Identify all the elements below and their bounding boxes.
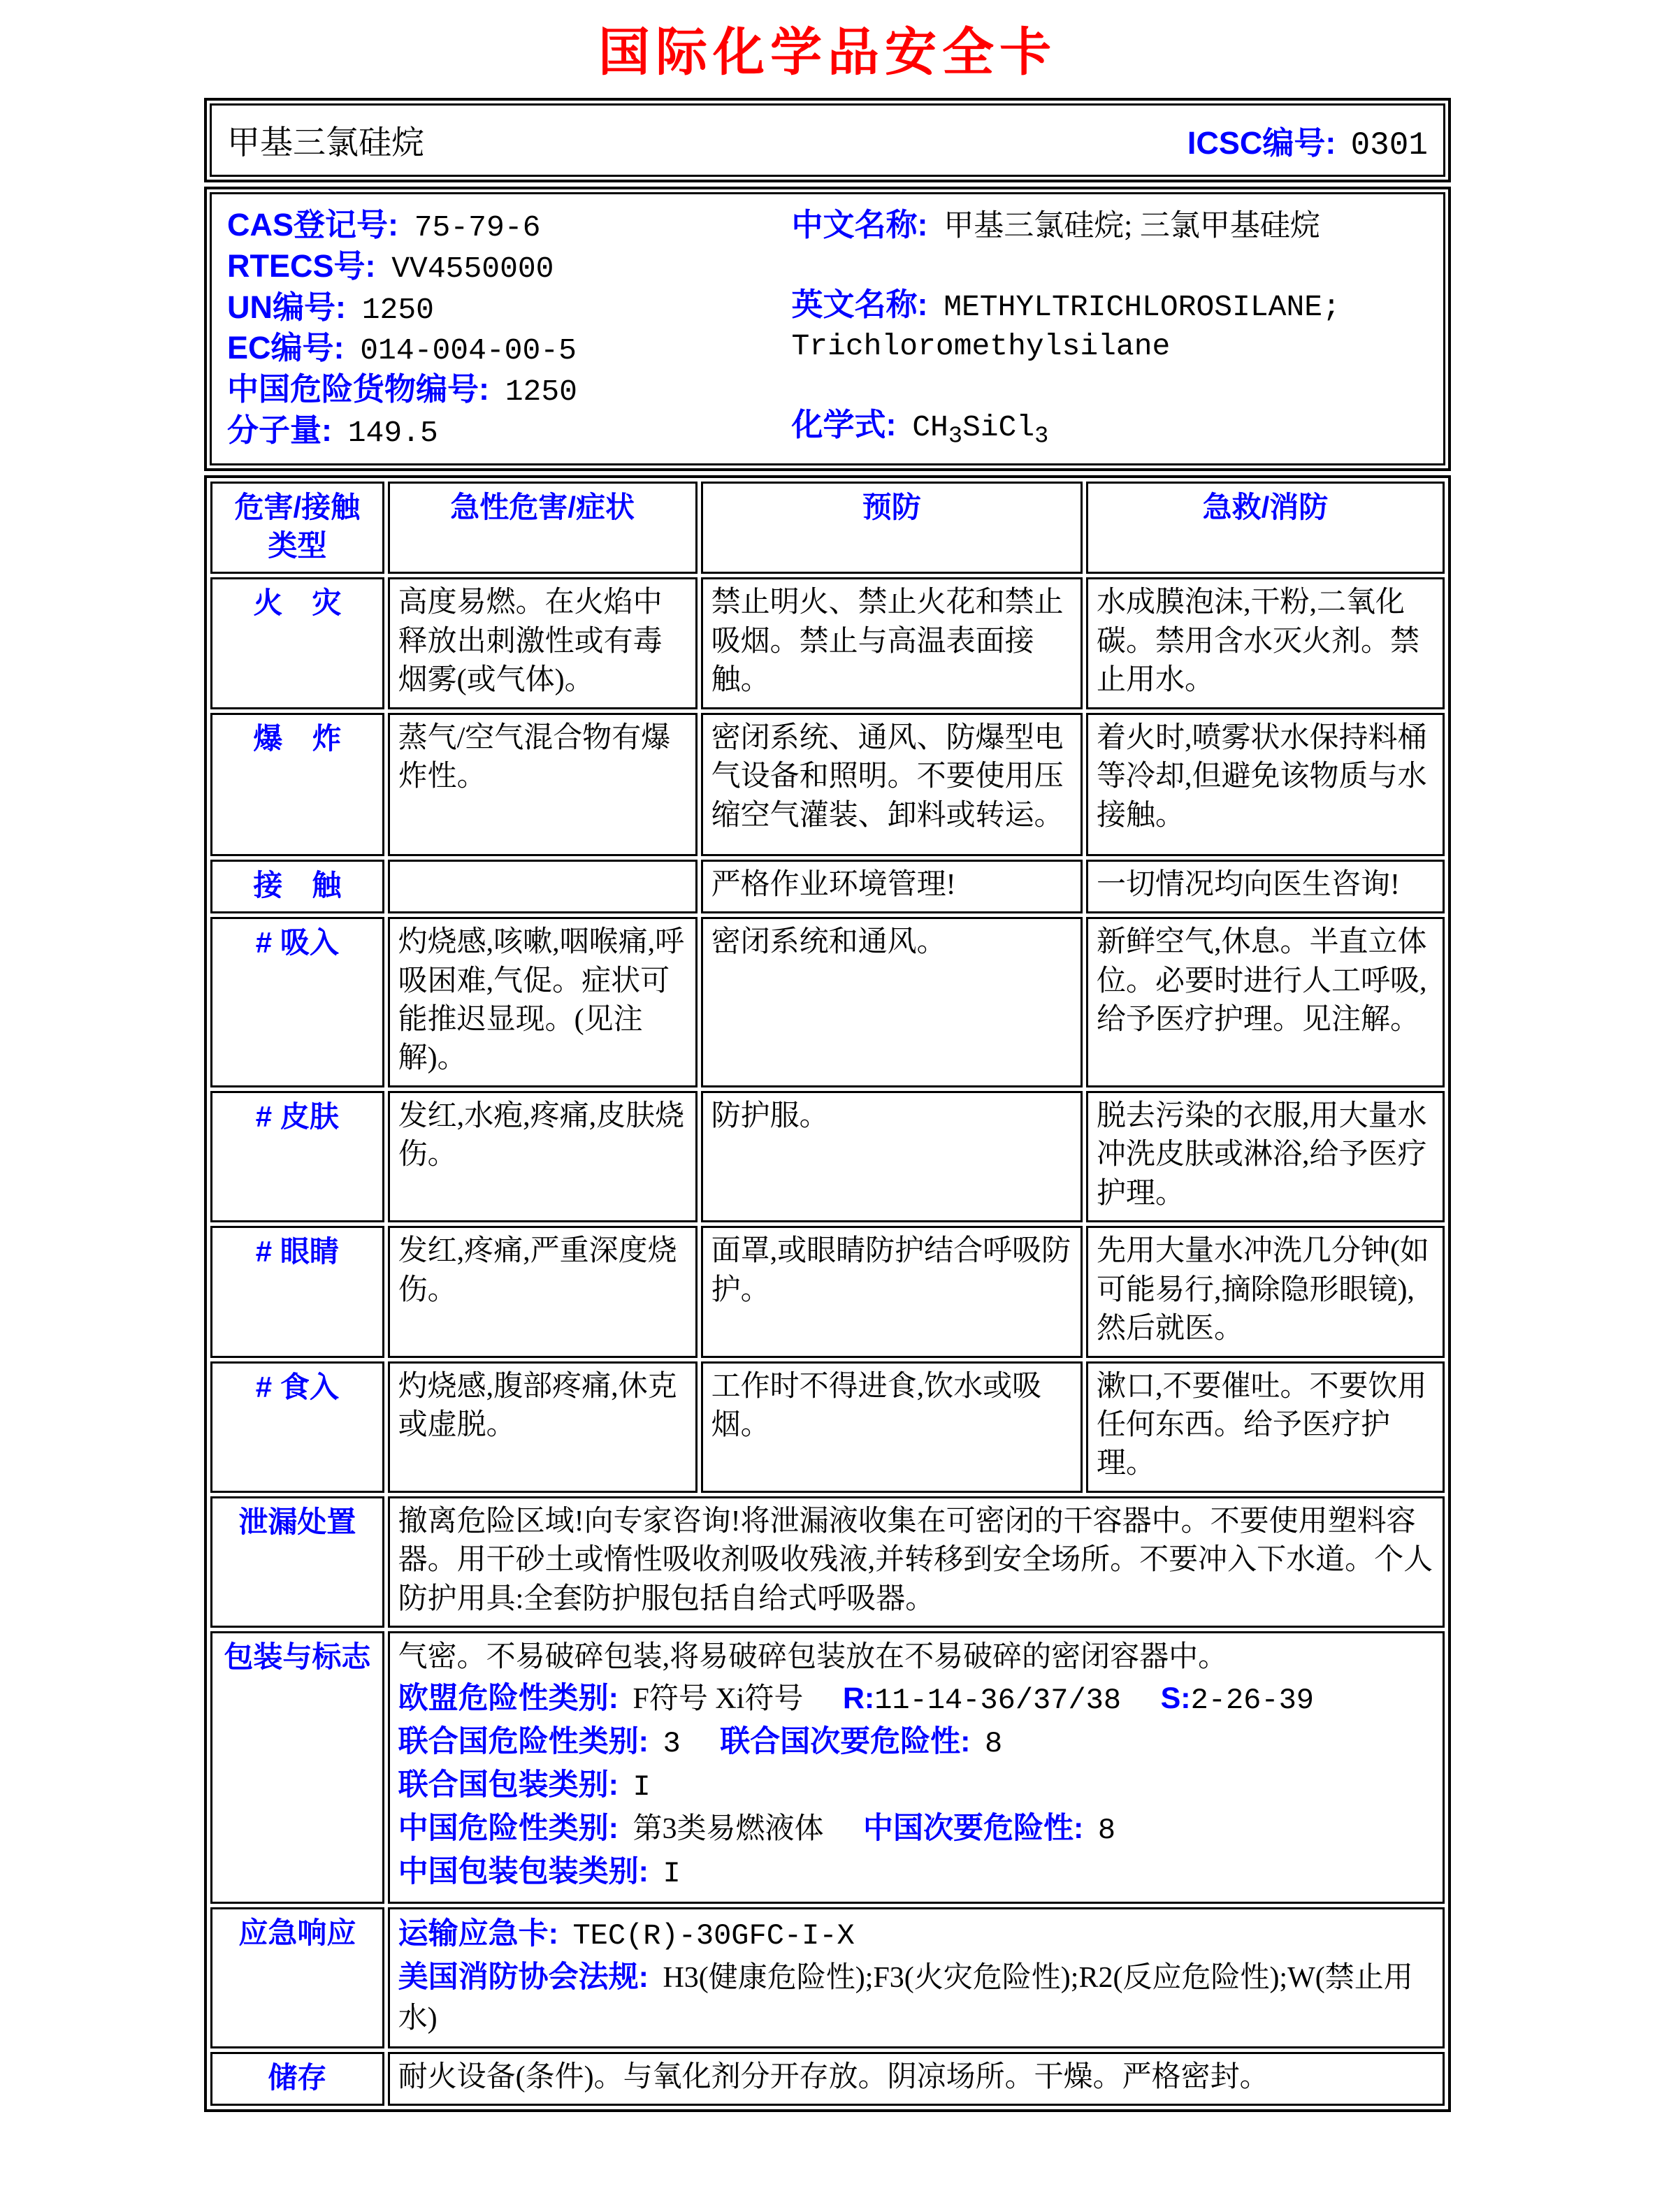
name-box xyxy=(204,98,1451,182)
s-phrases-label: S: xyxy=(1160,1682,1191,1716)
contact-symptoms xyxy=(388,860,698,913)
china-dg-number-line xyxy=(227,370,791,411)
explosion-symptoms: 蒸气/空气混合物有爆炸性。 xyxy=(388,713,698,856)
s-phrases-value: 2-26-39 xyxy=(1190,1684,1314,1718)
packaging-line-un-pack xyxy=(398,1765,1434,1808)
english-name-line xyxy=(791,285,1428,366)
skin-symptoms: 发红,水疱,疼痛,皮肤烧伤。 xyxy=(388,1091,698,1222)
row-eyes xyxy=(210,1226,1445,1357)
emergency-content xyxy=(388,1907,1445,2048)
inhalation-symptoms: 灼烧感,咳嗽,咽喉痛,呼吸困难,气促。症状可能推迟显现。(见注解)。 xyxy=(388,917,698,1087)
fire-type: 火 灾 xyxy=(210,577,384,709)
packaging-line-eu xyxy=(398,1678,1434,1721)
ingestion-response: 漱口,不要催吐。不要饮用任何东西。给予医疗护理。 xyxy=(1086,1361,1445,1493)
contact-response: 一切情况均向医生咨询! xyxy=(1086,860,1445,913)
nfpa-label: 美国消防协会法规: xyxy=(398,1960,649,1994)
icsc-label: ICSC编号: xyxy=(1187,124,1336,161)
un-class-value: 3 xyxy=(663,1727,681,1761)
packaging-line-general: 气密。不易破碎包装,将易破碎包装放在不易破碎的密闭容器中。 xyxy=(398,1641,1228,1674)
un-value: 1250 xyxy=(361,292,434,327)
explosion-prevention: 密闭系统、通风、防爆型电气设备和照明。不要使用压缩空气灌装、卸料或转运。 xyxy=(701,713,1083,856)
packaging-label: 包装与标志 xyxy=(210,1631,384,1904)
un-label: UN编号: xyxy=(227,289,346,325)
mol-weight-line xyxy=(227,411,791,452)
emergency-line-tec xyxy=(398,1914,1434,1957)
rtecs-label: RTECS号: xyxy=(227,247,376,284)
china-dg-label: 中国危险货物编号: xyxy=(227,371,489,407)
skin-prevention: 防护服。 xyxy=(701,1091,1083,1222)
inhalation-prevention: 密闭系统和通风。 xyxy=(701,917,1083,1087)
tec-value: TEC(R)-30GFC-I-X xyxy=(572,1918,855,1953)
contact-prevention: 严格作业环境管理! xyxy=(701,860,1083,913)
header-symptoms: 急性危害/症状 xyxy=(388,482,698,574)
china-dg-value: 1250 xyxy=(505,375,577,409)
ec-label: EC编号: xyxy=(227,330,345,366)
icsc-number xyxy=(1187,117,1428,164)
explosion-response: 着火时,喷雾状水保持料桶等冷却,但避免该物质与水接触。 xyxy=(1086,713,1445,856)
tec-label: 运输应急卡: xyxy=(398,1916,558,1951)
chinese-name-value: 甲基三氯硅烷; 三氯甲基硅烷 xyxy=(944,210,1320,243)
eu-class-label: 欧盟危险性类别: xyxy=(398,1682,619,1716)
un-number-line xyxy=(227,288,791,329)
cn-pack-value: I xyxy=(663,1856,681,1891)
info-right-column xyxy=(791,205,1428,452)
cn-class-value: 第3类易燃液体 xyxy=(633,1812,824,1845)
chinese-name-line xyxy=(791,205,1428,245)
ingestion-prevention: 工作时不得进食,饮水或吸烟。 xyxy=(701,1361,1083,1493)
row-emergency xyxy=(210,1907,1445,2048)
info-left-column xyxy=(227,205,791,452)
hazard-table xyxy=(204,475,1451,2113)
fire-symptoms: 高度易燃。在火焰中释放出刺激性或有毒烟雾(或气体)。 xyxy=(388,577,698,709)
ec-value: 014-004-00-5 xyxy=(360,333,577,368)
cn-sub-label: 中国次要危险性: xyxy=(862,1811,1084,1845)
inhalation-response: 新鲜空气,休息。半直立体位。必要时进行人工呼吸,给予医疗护理。见注解。 xyxy=(1086,917,1445,1087)
row-contact xyxy=(210,860,1445,913)
info-cell xyxy=(210,192,1445,465)
fire-prevention: 禁止明火、禁止火花和禁止吸烟。禁止与高温表面接触。 xyxy=(701,577,1083,709)
un-pack-label: 联合国包装类别: xyxy=(398,1768,619,1802)
header-response: 急救/消防 xyxy=(1086,482,1445,574)
rtecs-value: VV4550000 xyxy=(391,251,554,286)
mol-weight-value: 149.5 xyxy=(347,415,438,450)
skin-type: # 皮肤 xyxy=(210,1091,384,1222)
row-skin xyxy=(210,1091,1445,1222)
row-inhalation xyxy=(210,917,1445,1087)
cas-value: 75-79-6 xyxy=(414,210,541,245)
chinese-name-label: 中文名称: xyxy=(791,207,928,243)
packaging-line-un xyxy=(398,1721,1434,1765)
row-fire xyxy=(210,577,1445,709)
row-storage xyxy=(210,2052,1445,2106)
ingestion-symptoms: 灼烧感,腹部疼痛,休克或虚脱。 xyxy=(388,1361,698,1493)
chemical-name: 甲基三氯硅烷 xyxy=(227,125,424,161)
name-row xyxy=(210,103,1445,177)
row-spill xyxy=(210,1496,1445,1628)
spill-label: 泄漏处置 xyxy=(210,1496,384,1628)
ingestion-type: # 食入 xyxy=(210,1361,384,1493)
cas-label: CAS登记号: xyxy=(227,207,398,243)
emergency-line-nfpa xyxy=(398,1957,1434,2039)
cas-number-line xyxy=(227,205,791,247)
cn-sub-value: 8 xyxy=(1097,1813,1116,1847)
english-name-value: METHYLTRICHLOROSILANE; Trichloromethylsilane xyxy=(791,290,1340,363)
contact-type: 接 触 xyxy=(210,860,384,913)
nfpa-value: H3(健康危险性);F3(火灾危险性);R2(反应危险性);W(禁止用水) xyxy=(398,1961,1413,2034)
packaging-line-cn xyxy=(398,1808,1434,1851)
packaging-line-cn-pack xyxy=(398,1851,1434,1895)
un-sub-label: 联合国次要危险性: xyxy=(720,1725,971,1759)
un-class-label: 联合国危险性类别: xyxy=(398,1725,649,1759)
eu-class-value: F符号 Xi符号 xyxy=(633,1683,804,1716)
explosion-type: 爆 炸 xyxy=(210,713,384,856)
mol-weight-label: 分子量: xyxy=(227,412,332,448)
eyes-symptoms: 发红,疼痛,严重深度烧伤。 xyxy=(388,1226,698,1357)
emergency-label: 应急响应 xyxy=(210,1907,384,2048)
eyes-prevention: 面罩,或眼睛防护结合呼吸防护。 xyxy=(701,1226,1083,1357)
row-explosion xyxy=(210,713,1445,856)
cn-pack-label: 中国包装包装类别: xyxy=(398,1854,649,1888)
fire-response: 水成膜泡沫,干粉,二氧化碳。禁用含水灭火剂。禁止用水。 xyxy=(1086,577,1445,709)
un-pack-value: I xyxy=(633,1770,651,1804)
storage-label: 储存 xyxy=(210,2052,384,2106)
row-ingestion xyxy=(210,1361,1445,1493)
formula-value: $CH_3SiCl_3$ xyxy=(912,410,1049,450)
inhalation-type: # 吸入 xyxy=(210,917,384,1087)
skin-response: 脱去污染的衣服,用大量水冲洗皮肤或淋浴,给予医疗护理。 xyxy=(1086,1091,1445,1222)
header-row xyxy=(210,482,1445,574)
rtecs-number-line xyxy=(227,247,791,288)
un-sub-value: 8 xyxy=(985,1727,1003,1761)
storage-content: 耐火设备(条件)。与氧化剂分开存放。阴凉场所。干燥。严格密封。 xyxy=(388,2052,1445,2106)
info-box xyxy=(204,187,1451,471)
eyes-response: 先用大量水冲洗几分钟(如可能易行,摘除隐形眼镜),然后就医。 xyxy=(1086,1226,1445,1357)
formula-label: 化学式: xyxy=(791,406,897,442)
ec-number-line xyxy=(227,328,791,370)
header-hazard-type: 危害/接触 类型 xyxy=(210,482,384,574)
packaging-content xyxy=(388,1631,1445,1904)
header-prevention: 预防 xyxy=(701,482,1083,574)
cn-class-label: 中国危险性类别: xyxy=(398,1811,619,1845)
eyes-type: # 眼睛 xyxy=(210,1226,384,1357)
safety-card xyxy=(204,98,1451,2112)
page-title: 国际化学品安全卡 xyxy=(598,24,1057,82)
r-phrases-value: 11-14-36/37/38 xyxy=(874,1684,1122,1718)
formula-line xyxy=(791,405,1428,452)
english-name-label: 英文名称: xyxy=(791,287,928,323)
icsc-value: 0301 xyxy=(1350,126,1428,164)
spill-content: 撤离危险区域!向专家咨询!将泄漏液收集在可密闭的干容器中。不要使用塑料容器。用干砂土或惰性吸收剂吸收残液,并转移到安全场所。不要冲入下水道。个人防护用具:全套防护服包括自给式呼吸器。 xyxy=(388,1496,1445,1628)
row-packaging xyxy=(210,1631,1445,1904)
r-phrases-label: R: xyxy=(842,1682,875,1716)
